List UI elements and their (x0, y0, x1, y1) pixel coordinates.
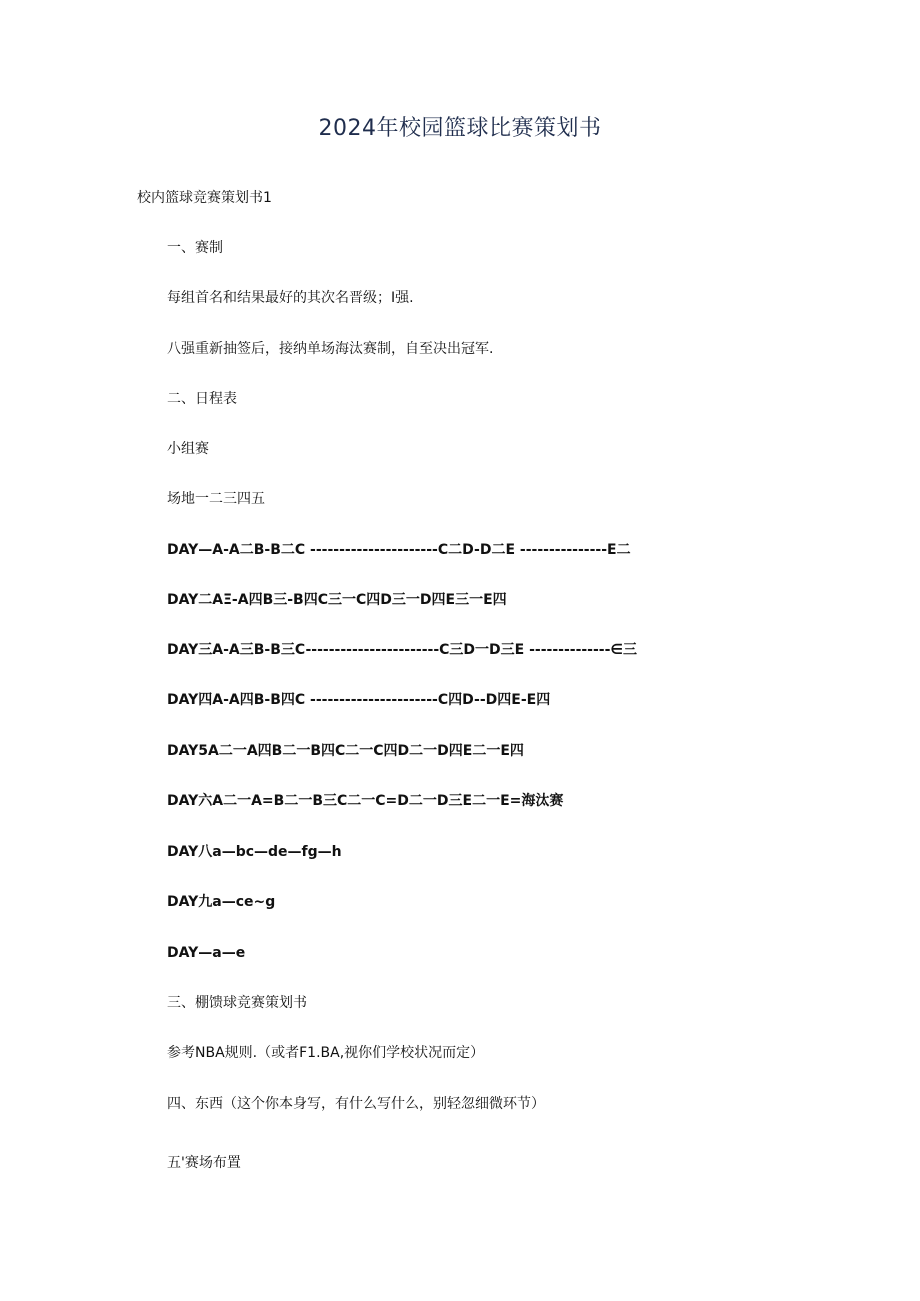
schedule-line: DAY—A-A二B-B二C ----------------------C二D-D二E ---------------E二 (167, 542, 631, 558)
paragraph-line: 参考NBA规则.（或者F1.BA,视你们学校状况而定） (167, 1045, 485, 1061)
paragraph-line: 小组赛 (167, 441, 209, 457)
schedule-line: DAY—a—e (167, 945, 246, 961)
schedule-line: DAY二AΞ-A四B三-B四C三一C四D三一D四E三一E四 (167, 592, 507, 608)
schedule-line: DAY六A二一A=B二一B三C二一C=D二一D三E二一E=海汰赛 (167, 793, 564, 809)
document-title: 2024年校园篮球比赛策划书 (318, 116, 602, 141)
schedule-line: DAY九a—ce~g (167, 894, 276, 910)
schedule-line: DAY八a—bc—de—fg—h (167, 844, 342, 860)
section-heading-venue: 五'赛场布置 (167, 1155, 241, 1171)
section-heading-equipment: 四、东西（这个你本身写，有什么写什么，别轻忽细微环节） (167, 1096, 545, 1112)
section-heading-rules: 三、棚馈球竞赛策划书 (167, 995, 307, 1011)
schedule-line: DAY四A-A四B-B四C ----------------------C四D--D四E-E四 (167, 692, 551, 708)
paragraph-line: 八强重新抽签后，接纳单场海汰赛制，自至决出冠军. (167, 341, 494, 357)
section-heading-format: 一、赛制 (167, 240, 223, 256)
paragraph-line: 每组首名和结果最好的其次名晋级；I强. (167, 290, 414, 306)
schedule-line: DAY三A-A三B-B三C-----------------------C三D一D三E --------------∈三 (167, 642, 637, 658)
document-subtitle: 校内篮球竞赛策划书1 (137, 190, 272, 206)
schedule-line: DAY5A二一A四B二一B四C二一C四D二一D四E二一E四 (167, 743, 524, 759)
section-heading-schedule: 二、日程表 (167, 391, 237, 407)
paragraph-line: 场地一二三四五 (167, 491, 265, 507)
